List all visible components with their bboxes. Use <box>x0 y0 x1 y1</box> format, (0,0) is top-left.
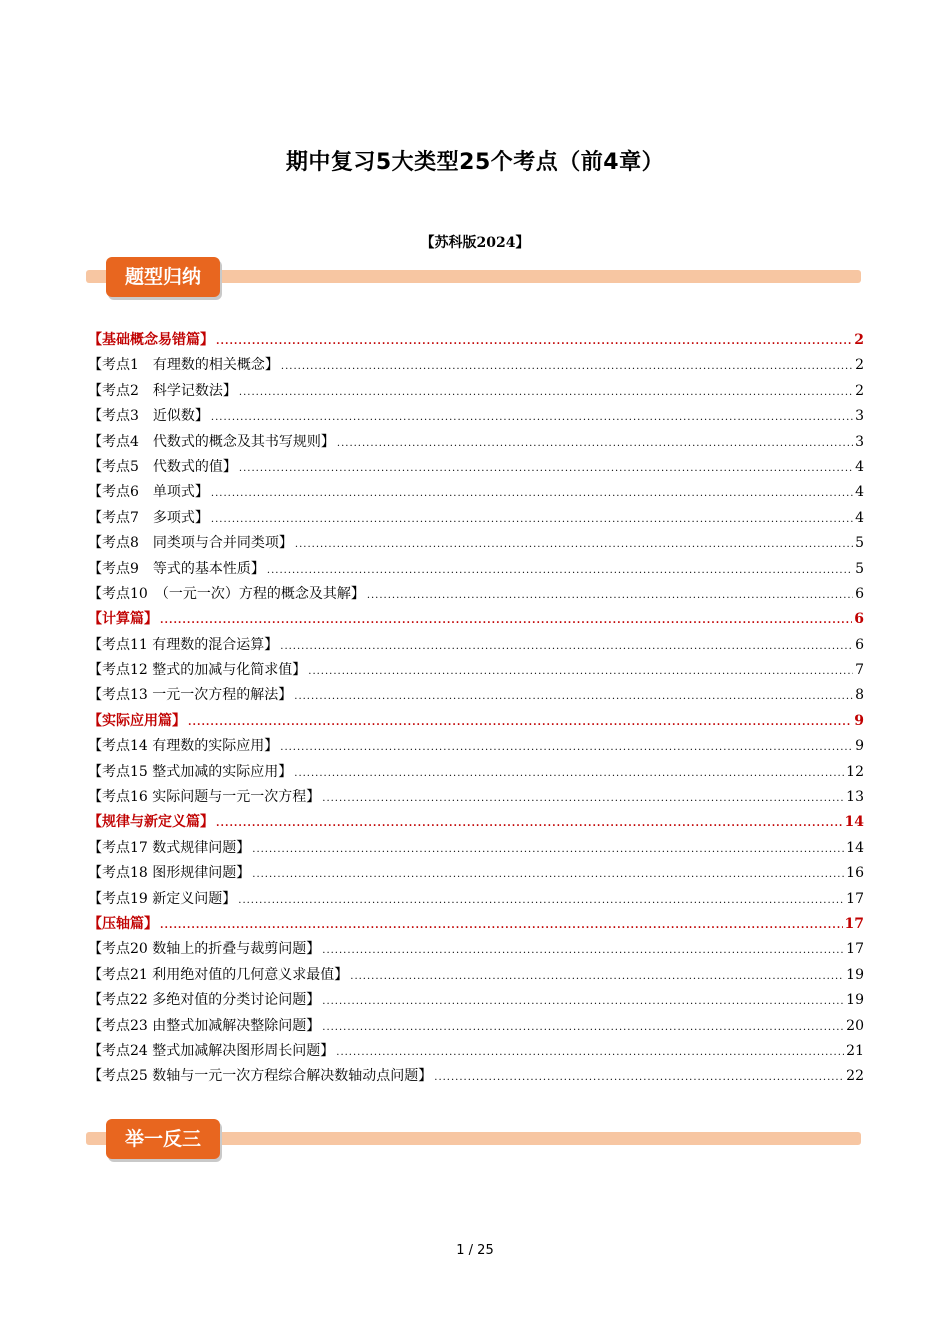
toc-entry-page: 2 <box>855 357 864 374</box>
toc-entry[interactable] <box>88 558 864 583</box>
toc-dot-leader <box>216 336 852 347</box>
toc-entry-label: 【压轴篇】 <box>88 915 158 932</box>
banner-badge: 题型归纳 <box>106 257 220 297</box>
toc-entry-label: 【考点9 等式的基本性质】 <box>88 560 265 577</box>
toc-entry-label: 【考点13 一元一次方程的解法】 <box>88 687 293 704</box>
toc-entry[interactable] <box>88 989 864 1014</box>
toc-dot-leader <box>188 717 852 728</box>
toc-entry[interactable] <box>88 481 864 506</box>
toc-dot-leader <box>211 488 853 499</box>
toc-entry-label: 【考点5 代数式的值】 <box>88 458 237 475</box>
toc-entry[interactable] <box>88 1040 864 1065</box>
toc-entry-label: 【考点12 整式的加减与化简求值】 <box>88 662 307 679</box>
toc-entry[interactable] <box>88 583 864 608</box>
edition-label: 【苏科版2024】 <box>420 235 530 251</box>
toc-entry-label: 【考点18 图形规律问题】 <box>88 865 251 882</box>
toc-entry-label: 【考点6 单项式】 <box>88 484 209 501</box>
toc-dot-leader <box>238 895 844 906</box>
toc-dot-leader <box>367 590 853 601</box>
banner-badge: 举一反三 <box>106 1119 220 1159</box>
toc-entry-page: 2 <box>854 332 864 348</box>
toc-entry[interactable] <box>88 634 864 659</box>
toc-entry-label: 【计算篇】 <box>88 611 158 628</box>
toc-dot-leader <box>160 615 852 626</box>
toc-dot-leader <box>252 844 844 855</box>
toc-entry-page: 19 <box>846 992 864 1009</box>
toc-entry[interactable] <box>88 862 864 887</box>
section-banner-question-types <box>86 257 861 299</box>
toc-dot-leader <box>252 869 844 880</box>
toc-entry-page: 14 <box>844 814 864 831</box>
toc-entry-label: 【考点23 由整式加减解决整除问题】 <box>88 1017 321 1034</box>
toc-entry-page: 4 <box>855 484 864 501</box>
toc-entry[interactable] <box>88 456 864 481</box>
toc-entry-page: 14 <box>846 839 864 856</box>
toc-entry-label: 【考点15 整式加减的实际应用】 <box>88 763 293 780</box>
toc-dot-leader <box>295 539 853 550</box>
toc-entry-label: 【实际应用篇】 <box>88 712 186 729</box>
toc-entry[interactable] <box>88 354 864 379</box>
document-title: 期中复习5大类型25个考点（前4章） <box>285 150 665 175</box>
toc-entry-label: 【基础概念易错篇】 <box>88 332 214 348</box>
toc-dot-leader <box>160 920 843 931</box>
toc-entry-label: 【考点24 整式加减解决图形周长问题】 <box>88 1042 335 1059</box>
toc-entry-page: 19 <box>846 966 864 983</box>
toc-dot-leader <box>322 1022 844 1033</box>
toc-entry[interactable] <box>88 507 864 532</box>
toc-entry-label: 【考点7 多项式】 <box>88 509 209 526</box>
toc-dot-leader <box>267 565 853 576</box>
toc-entry-page: 12 <box>846 763 864 780</box>
toc-entry[interactable] <box>88 405 864 430</box>
toc-entry[interactable] <box>88 888 864 913</box>
toc-entry-page: 22 <box>846 1068 864 1085</box>
toc-entry[interactable] <box>88 735 864 760</box>
toc-dot-leader <box>294 768 844 779</box>
toc-entry-page: 5 <box>855 535 864 552</box>
toc-entry-page: 4 <box>855 458 864 475</box>
toc-entry-page: 6 <box>855 585 864 602</box>
toc-entry[interactable] <box>88 684 864 709</box>
toc-dot-leader <box>280 641 853 652</box>
toc-entry-page: 16 <box>846 865 864 882</box>
toc-entry-label: 【考点17 数式规律问题】 <box>88 839 251 856</box>
toc-entry[interactable] <box>88 380 864 405</box>
toc-entry[interactable] <box>88 964 864 989</box>
toc-entry[interactable] <box>88 431 864 456</box>
page-indicator: 1 / 25 <box>456 1243 494 1258</box>
toc-dot-leader <box>308 666 853 677</box>
section-banner-examples <box>86 1119 861 1161</box>
toc-entry[interactable] <box>88 837 864 862</box>
toc-dot-leader <box>280 742 853 753</box>
toc-entry[interactable] <box>88 786 864 811</box>
toc-entry-page: 3 <box>855 433 864 450</box>
toc-entry-page: 8 <box>855 687 864 704</box>
toc-section-entry[interactable] <box>88 710 864 735</box>
toc-entry[interactable] <box>88 1015 864 1040</box>
toc-entry-page: 17 <box>846 941 864 958</box>
toc-entry-label: 【考点16 实际问题与一元一次方程】 <box>88 789 321 806</box>
toc-entry-page: 21 <box>846 1042 864 1059</box>
toc-dot-leader <box>350 971 844 982</box>
toc-entry-page: 13 <box>846 789 864 806</box>
toc-dot-leader <box>434 1072 844 1083</box>
toc-entry-page: 6 <box>854 611 864 628</box>
toc-entry-label: 【考点3 近似数】 <box>88 408 209 425</box>
toc-dot-leader <box>281 361 853 372</box>
toc-entry-label: 【考点14 有理数的实际应用】 <box>88 738 279 755</box>
toc-entry[interactable] <box>88 938 864 963</box>
toc-entry-label: 【考点22 多绝对值的分类讨论问题】 <box>88 992 321 1009</box>
toc-entry-label: 【考点4 代数式的概念及其书写规则】 <box>88 433 335 450</box>
toc-entry-label: 【考点20 数轴上的折叠与裁剪问题】 <box>88 941 321 958</box>
toc-entry[interactable] <box>88 1065 864 1090</box>
toc-dot-leader <box>294 691 853 702</box>
toc-section-entry[interactable] <box>88 608 864 633</box>
toc-entry[interactable] <box>88 532 864 557</box>
toc-entry-page: 7 <box>855 662 864 679</box>
toc-section-entry[interactable] <box>88 329 864 354</box>
toc-section-entry[interactable] <box>88 913 864 938</box>
toc-entry-page: 20 <box>846 1017 864 1034</box>
toc-dot-leader <box>211 412 853 423</box>
toc-dot-leader <box>322 945 844 956</box>
toc-dot-leader <box>239 387 853 398</box>
table-of-contents <box>88 329 864 1091</box>
toc-dot-leader <box>337 438 853 449</box>
toc-entry-page: 6 <box>855 636 864 653</box>
toc-section-entry[interactable] <box>88 811 864 836</box>
toc-entry-page: 4 <box>855 509 864 526</box>
toc-entry-page: 17 <box>846 890 864 907</box>
toc-entry-label: 【考点1 有理数的相关概念】 <box>88 357 279 374</box>
toc-entry-page: 3 <box>855 408 864 425</box>
toc-entry-label: 【考点10 （一元一次）方程的概念及其解】 <box>88 585 365 602</box>
toc-entry[interactable] <box>88 761 864 786</box>
toc-entry-page: 9 <box>854 712 864 729</box>
toc-dot-leader <box>322 996 844 1007</box>
toc-dot-leader <box>211 514 853 525</box>
toc-entry-label: 【考点8 同类项与合并同类项】 <box>88 535 293 552</box>
toc-entry-label: 【考点2 科学记数法】 <box>88 382 237 399</box>
toc-entry-page: 9 <box>855 738 864 755</box>
toc-entry[interactable] <box>88 659 864 684</box>
toc-entry-label: 【考点25 数轴与一元一次方程综合解决数轴动点问题】 <box>88 1068 433 1085</box>
toc-entry-page: 5 <box>855 560 864 577</box>
toc-entry-label: 【考点21 利用绝对值的几何意义求最值】 <box>88 966 349 983</box>
toc-entry-label: 【规律与新定义篇】 <box>88 814 214 831</box>
toc-dot-leader <box>336 1047 844 1058</box>
toc-entry-page: 2 <box>855 382 864 399</box>
toc-dot-leader <box>322 793 844 804</box>
toc-entry-label: 【考点19 新定义问题】 <box>88 890 237 907</box>
toc-dot-leader <box>239 463 853 474</box>
toc-entry-label: 【考点11 有理数的混合运算】 <box>88 636 279 653</box>
toc-dot-leader <box>216 818 843 829</box>
toc-entry-page: 17 <box>844 915 864 932</box>
